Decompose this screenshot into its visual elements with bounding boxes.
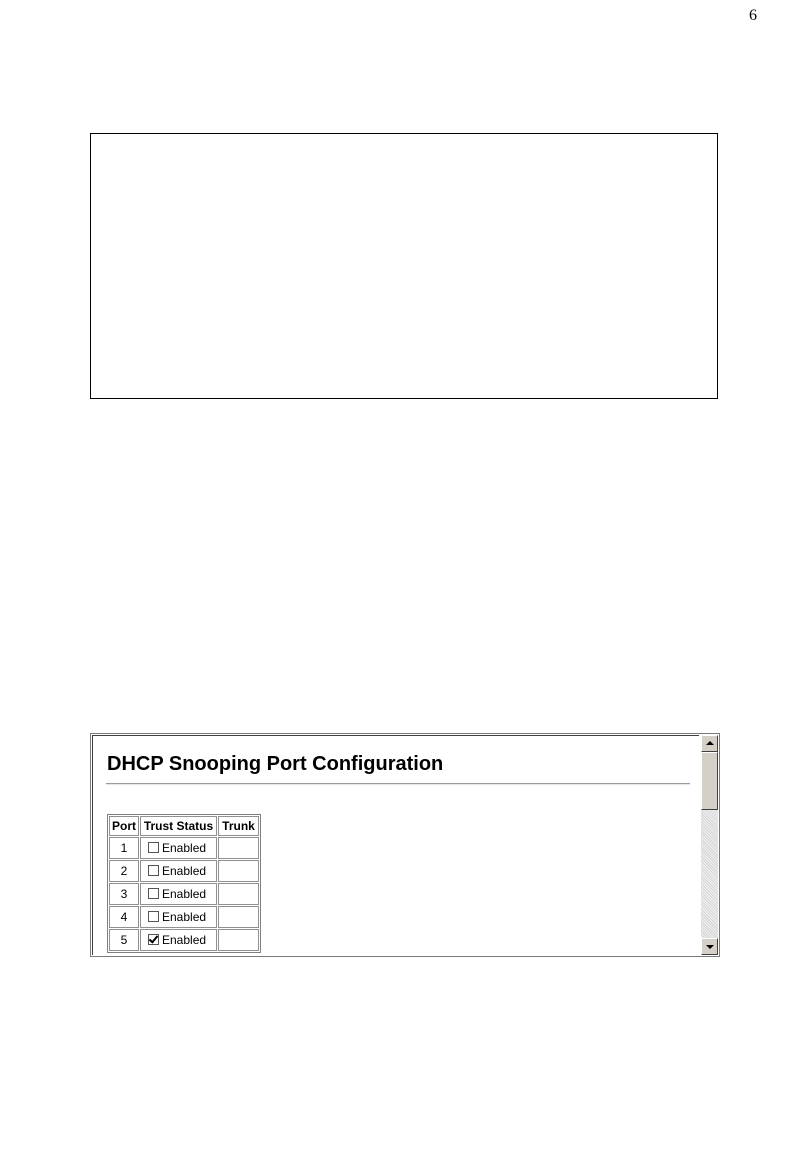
header-trust-status: Trust Status (140, 816, 217, 836)
content-pane (92, 735, 699, 955)
trust-status-cell (140, 929, 217, 951)
trunk-cell (218, 883, 259, 905)
port-number: 1 (109, 837, 139, 859)
enabled-label: Enabled (162, 910, 207, 924)
trust-checkbox[interactable] (148, 888, 159, 899)
enabled-label: Enabled (162, 864, 207, 878)
trust-checkbox[interactable] (148, 842, 159, 853)
trust-status-cell (140, 837, 217, 859)
trunk-cell (218, 837, 259, 859)
port-number: 3 (109, 883, 139, 905)
trust-checkbox[interactable] (148, 911, 159, 922)
trunk-cell (218, 860, 259, 882)
table-row (109, 837, 259, 859)
table-header-row (109, 816, 259, 836)
trunk-cell (218, 929, 259, 951)
port-number: 2 (109, 860, 139, 882)
arrow-up-icon (706, 741, 714, 745)
page-number: 6 (749, 7, 757, 24)
arrow-down-icon (706, 945, 714, 949)
trust-status-cell (140, 883, 217, 905)
scroll-down-button[interactable] (701, 938, 718, 955)
enabled-label: Enabled (162, 887, 207, 901)
header-port: Port (109, 816, 139, 836)
vertical-scrollbar[interactable] (701, 735, 718, 955)
table-row (109, 906, 259, 928)
port-number: 4 (109, 906, 139, 928)
scroll-up-button[interactable] (701, 735, 718, 752)
trust-status-cell (140, 906, 217, 928)
title-divider (106, 783, 690, 785)
code-example-box (90, 133, 718, 399)
table-row (109, 883, 259, 905)
table-row (109, 860, 259, 882)
header-trunk: Trunk (218, 816, 259, 836)
trust-status-cell (140, 860, 217, 882)
browser-window (90, 733, 720, 957)
trust-checkbox[interactable] (148, 934, 159, 945)
port-number: 5 (109, 929, 139, 951)
enabled-label: Enabled (162, 841, 207, 855)
port-table (107, 814, 261, 953)
scroll-thumb[interactable] (701, 752, 718, 810)
trust-checkbox[interactable] (148, 865, 159, 876)
page-title: DHCP Snooping Port Configuration (107, 753, 444, 775)
enabled-label: Enabled (162, 933, 207, 947)
trunk-cell (218, 906, 259, 928)
table-row (109, 929, 259, 951)
